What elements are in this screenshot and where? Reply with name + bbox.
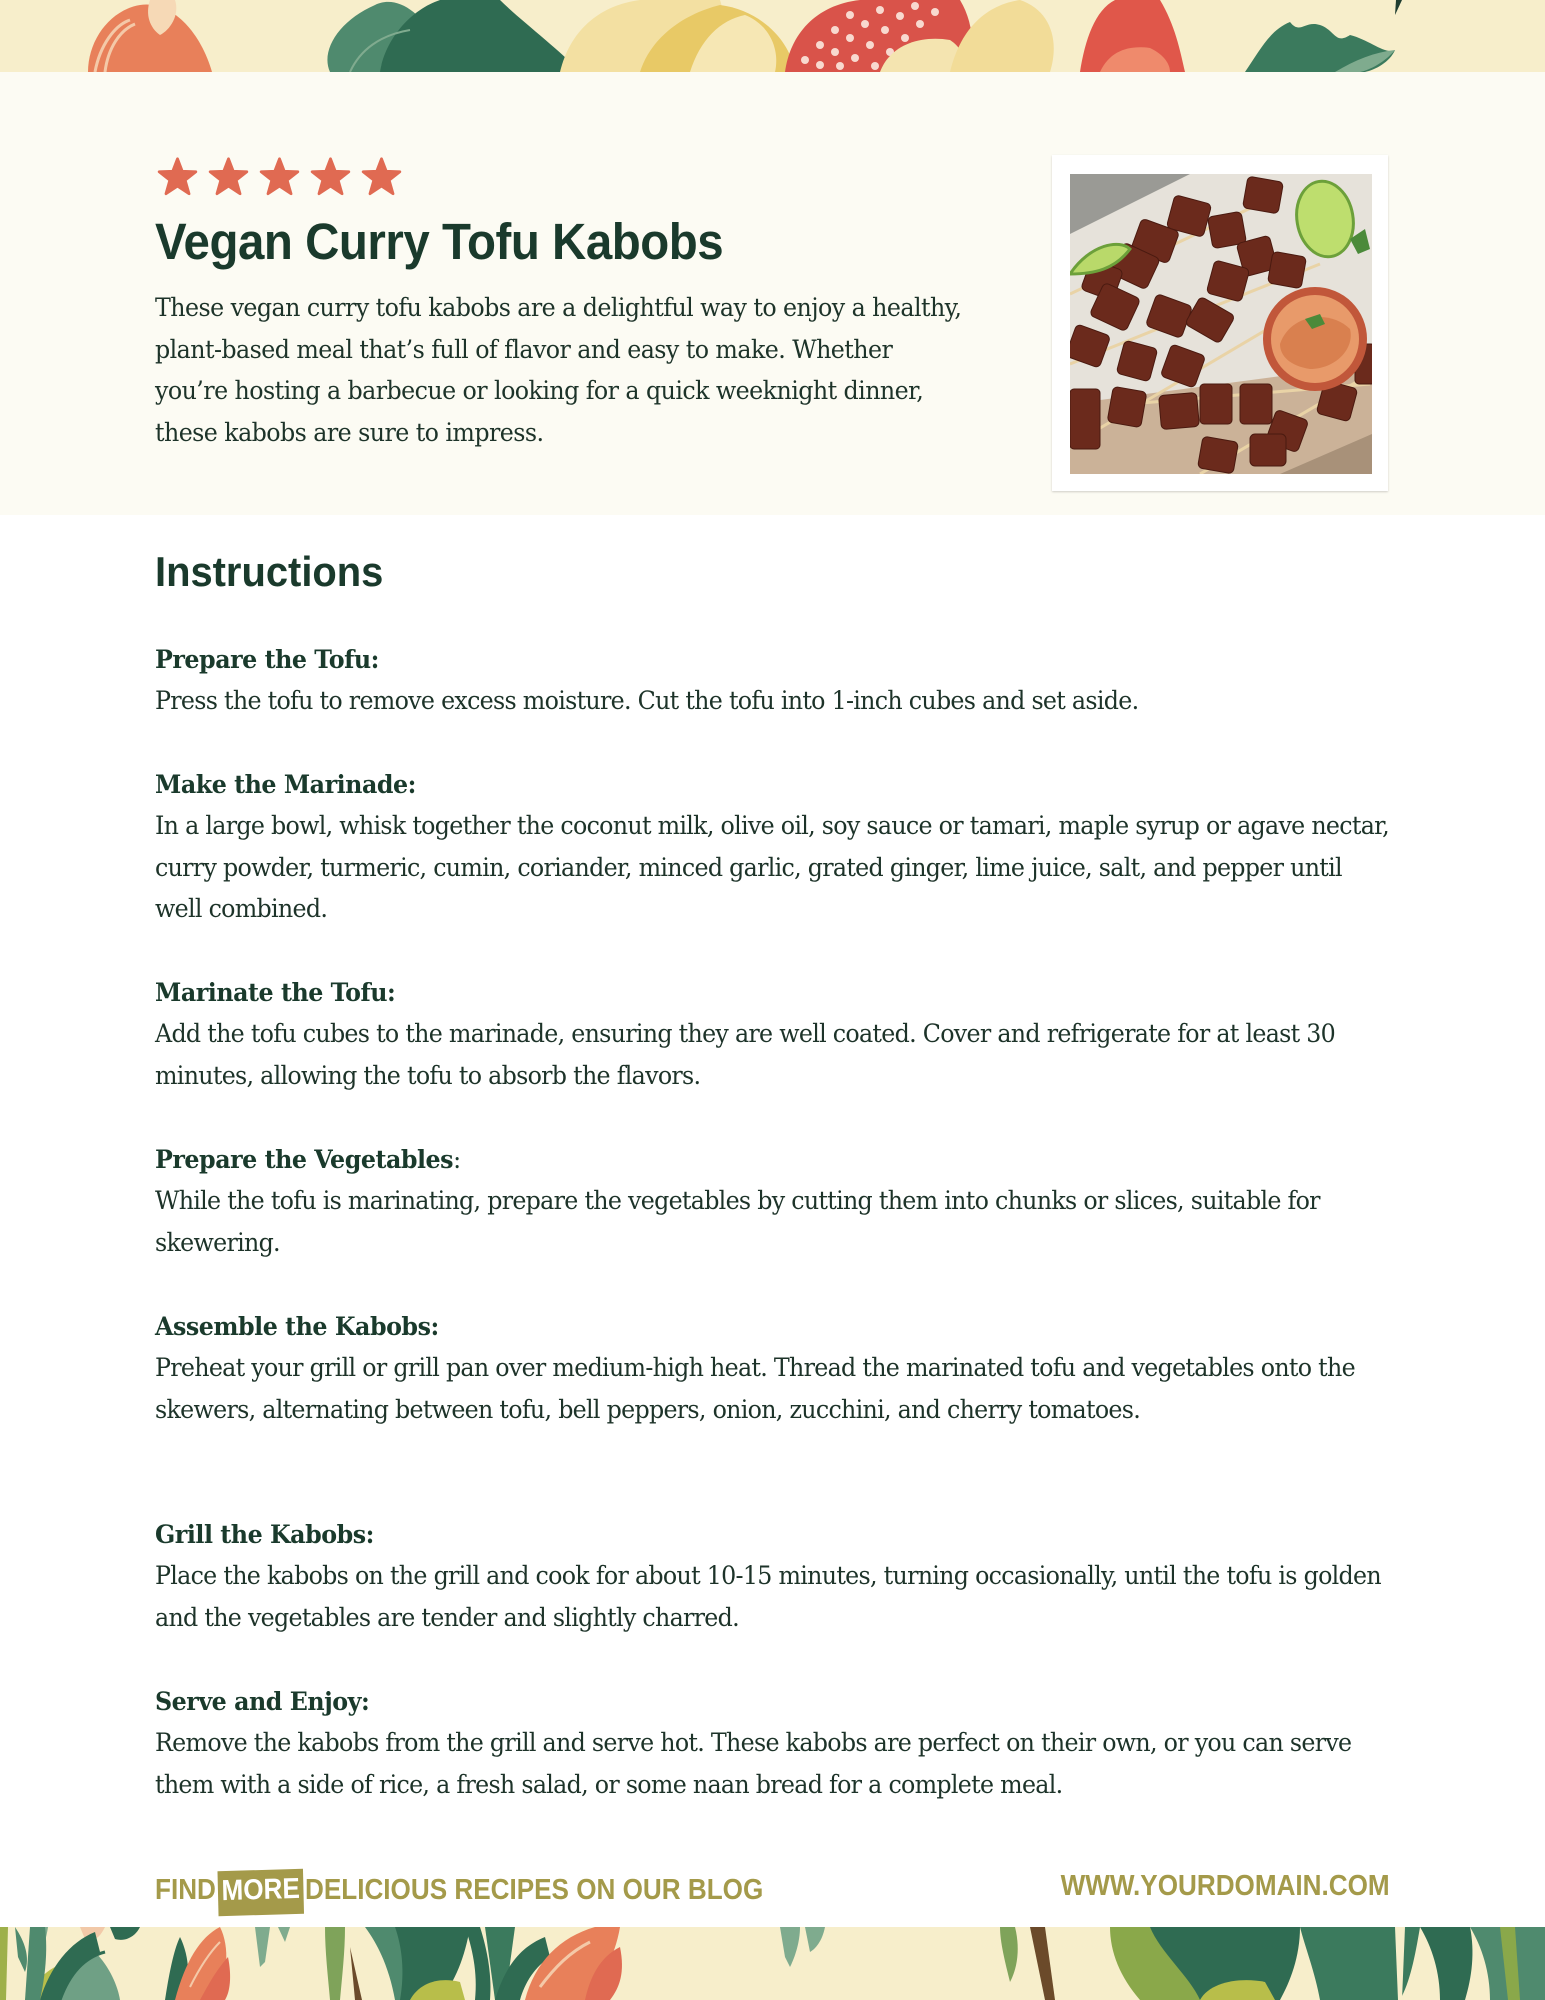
step-body: Preheat your grill or grill pan over medium-high heat. Thread the marinated tofu and vegetables onto the skewers, alternating between tofu, bell peppers, onion, zucchini, and cherry tomatoes.	[155, 1353, 1355, 1424]
recipe-photo-frame	[1052, 155, 1388, 491]
website-link[interactable]: WWW.YOURDOMAIN.COM	[1060, 1870, 1390, 1902]
step-body: Place the kabobs on the grill and cook for about 10-15 minutes, turning occasionally, until the tofu is golden and the vegetables are tender and slightly charred.	[155, 1561, 1381, 1632]
star-icon	[359, 156, 404, 200]
step-heading: Serve and Enjoy:	[155, 1687, 370, 1716]
step-heading-text: Prepare the Vegetables	[155, 1145, 454, 1174]
star-icon	[308, 156, 353, 200]
instruction-step	[155, 765, 1395, 930]
recipe-photo	[1070, 174, 1372, 474]
instruction-step	[155, 1515, 1395, 1638]
recipe-title: Vegan Curry Tofu Kabobs	[155, 213, 724, 270]
step-heading: Grill the Kabobs:	[155, 1520, 374, 1549]
top-floral-banner	[0, 0, 1545, 72]
footer-cta	[155, 1864, 1390, 1912]
step-body: In a large bowl, whisk together the coconut milk, olive oil, soy sauce or tamari, maple syrup or agave nectar, curry powder, turmeric, cumin, coriander, minced garlic, grated ginger, lime juice, salt, and pepper until well combined.	[155, 811, 1390, 924]
step-heading-suffix: :	[453, 1145, 461, 1174]
step-heading: Marinate the Tofu:	[155, 978, 396, 1007]
instruction-step	[155, 640, 1395, 722]
step-body: Remove the kabobs from the grill and serve hot. These kabobs are perfect on their own, or you can serve them with a side of rice, a fresh salad, or some naan bread for a complete meal.	[155, 1728, 1352, 1799]
cta-prefix: FIND	[155, 1874, 216, 1906]
instruction-step	[155, 973, 1395, 1096]
star-icon	[206, 156, 251, 200]
instruction-step	[155, 1140, 1395, 1263]
rating-stars	[155, 156, 404, 200]
step-body: Add the tofu cubes to the marinade, ensuring they are well coated. Cover and refrigerate for at least 30 minutes, allowing the tofu to absorb the flavors.	[155, 1019, 1336, 1090]
instruction-step	[155, 1307, 1395, 1430]
step-body: Press the tofu to remove excess moisture. Cut the tofu into 1-inch cubes and set aside.	[155, 686, 1139, 715]
step-heading: Assemble the Kabobs:	[155, 1312, 439, 1341]
instructions-title: Instructions	[155, 548, 384, 595]
step-heading: Prepare the Tofu:	[155, 645, 379, 674]
step-body: While the tofu is marinating, prepare the vegetables by cutting them into chunks or slices, suitable for skewering.	[155, 1186, 1320, 1257]
step-heading	[155, 1140, 1333, 1180]
floral-pattern-top	[0, 0, 1545, 72]
floral-pattern-bottom	[0, 1927, 1545, 2000]
bottom-floral-banner	[0, 1927, 1545, 2000]
step-heading: Make the Marinade:	[155, 770, 416, 799]
blog-cta-link[interactable]	[155, 1870, 763, 1915]
cta-suffix: DELICIOUS RECIPES ON OUR BLOG	[305, 1874, 764, 1906]
instruction-step	[155, 1682, 1395, 1805]
kabob-photo-illustration	[1070, 174, 1372, 474]
cta-highlight-badge: MORE	[217, 1869, 304, 1916]
recipe-intro: These vegan curry tofu kabobs are a delightful way to enjoy a healthy, plant-based meal that’s full of flavor and easy to make. Whether you’re hosting a barbecue or looking for a quick weeknight dinner, these kabobs are sure to impress.	[155, 293, 962, 447]
star-icon	[155, 156, 200, 200]
star-icon	[257, 156, 302, 200]
